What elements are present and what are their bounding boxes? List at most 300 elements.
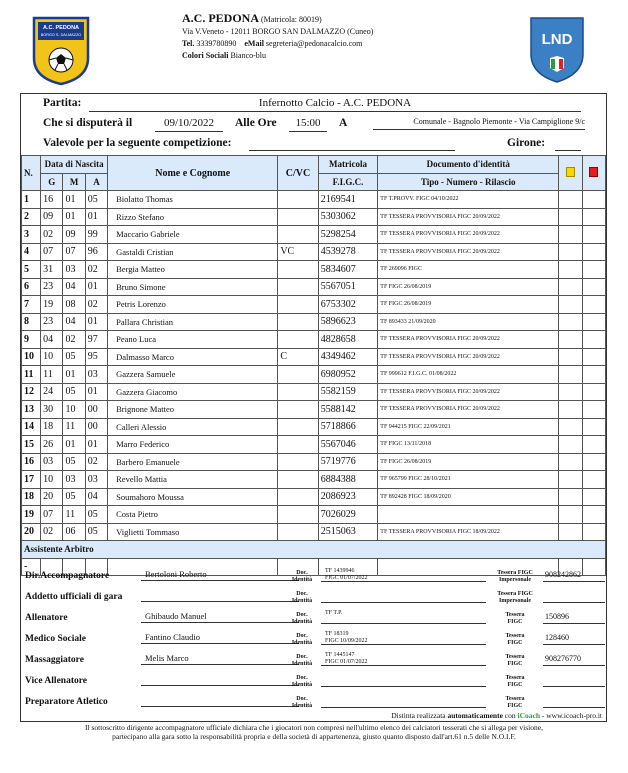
player-birth-day: 02: [41, 523, 63, 541]
red-card-cell: [582, 506, 605, 524]
red-card-cell: [582, 278, 605, 296]
player-birth-month: 05: [63, 453, 85, 471]
player-number: 14: [22, 418, 41, 436]
player-birth-month: 01: [63, 208, 85, 226]
time-label: Alle Ore: [235, 117, 277, 129]
col-red: [582, 156, 605, 191]
table-row: [22, 278, 606, 296]
player-number: 7: [22, 296, 41, 314]
player-name: Calleri Alessio: [108, 418, 278, 436]
player-matricola: 7026029: [318, 506, 378, 524]
player-document: TF TESSERA PROVVISORIA FIGC 20/09/2022: [378, 348, 559, 366]
tessera-label-2: FIGC: [507, 703, 523, 709]
club-logo: [30, 14, 92, 86]
player-name: Soumahoro Moussa: [108, 488, 278, 506]
club-info: [182, 12, 373, 62]
club-colors: Bianco-blu: [230, 51, 266, 60]
player-document: TF 892428 FIGC 18/09/2020: [378, 488, 559, 506]
red-card-cell: [582, 523, 605, 541]
doc-id-label-1: Doc.: [296, 591, 308, 597]
player-document: TF 965799 FIGC 28/10/2021: [378, 471, 559, 489]
player-birth-year: 02: [85, 296, 107, 314]
player-document: TF 944215 FIGC 22/09/2021: [378, 418, 559, 436]
player-matricola: 4539278: [318, 243, 378, 261]
player-birth-year: 03: [85, 366, 107, 384]
player-name: Rizzo Stefano: [108, 208, 278, 226]
player-captain: [278, 261, 318, 279]
player-birth-month: 09: [63, 226, 85, 244]
player-matricola: 5567051: [318, 278, 378, 296]
red-card-cell: [582, 331, 605, 349]
staff-tessera: [543, 675, 605, 687]
player-document: TF T.PROVV. FIGC 04/10/2022: [378, 191, 559, 209]
tessera-label-2: FIGC: [507, 682, 523, 688]
staff-name: Ghibaudo Manuel: [141, 611, 299, 623]
staff-doc-2: FIGC 01/07/2022: [325, 575, 368, 581]
doc-id-label-1: Doc.: [296, 654, 308, 660]
player-birth-year: 01: [85, 436, 107, 454]
yellow-card-cell: [559, 278, 582, 296]
player-birth-month: 05: [63, 348, 85, 366]
player-matricola: 6980952: [318, 366, 378, 384]
red-card-cell: [582, 243, 605, 261]
doc-id-label-2: Identità: [291, 661, 313, 667]
player-matricola: 6753302: [318, 296, 378, 314]
partita-label: Partita:: [43, 97, 82, 109]
doc-id-label-2: Identità: [291, 619, 313, 625]
player-birth-year: 05: [85, 506, 107, 524]
player-number: 6: [22, 278, 41, 296]
tessera-label: [487, 591, 543, 605]
player-birth-day: 16: [41, 191, 63, 209]
player-birth-month: 11: [63, 506, 85, 524]
players-table: [21, 155, 606, 576]
player-birth-day: 03: [41, 453, 63, 471]
player-captain: C: [278, 348, 318, 366]
player-birth-month: 02: [63, 331, 85, 349]
player-birth-year: 97: [85, 331, 107, 349]
distinta-note: [391, 711, 602, 720]
player-document: TF TESSERA PROVVISORIA FIGC 20/09/2022: [378, 208, 559, 226]
tessera-label-2: FIGC: [507, 661, 523, 667]
table-row: [22, 453, 606, 471]
yellow-card-cell: [559, 348, 582, 366]
table-row: [22, 401, 606, 419]
player-birth-day: 10: [41, 348, 63, 366]
player-matricola: 5834607: [318, 261, 378, 279]
red-card-cell: [582, 401, 605, 419]
player-birth-day: 10: [41, 471, 63, 489]
staff-doc-1: TF 18319: [325, 631, 349, 637]
player-birth-day: 31: [41, 261, 63, 279]
yellow-card-cell: [559, 261, 582, 279]
staff-doc: [321, 589, 486, 603]
player-number: 19: [22, 506, 41, 524]
staff-label: Dir.Accompagnatore: [25, 571, 110, 581]
player-birth-month: 05: [63, 488, 85, 506]
girone-value: [555, 137, 581, 151]
player-document: TF TESSERA PROVVISORIA FIGC 20/09/2022: [378, 226, 559, 244]
tessera-label-1: Tessera: [505, 654, 525, 660]
col-matricola-2: F.I.G.C.: [318, 173, 378, 191]
player-birth-day: 04: [41, 331, 63, 349]
doc-id-label: [287, 591, 317, 605]
player-matricola: 4349462: [318, 348, 378, 366]
player-number: 15: [22, 436, 41, 454]
player-document: TF FIGC 13/11/2018: [378, 436, 559, 454]
player-birth-month: 03: [63, 471, 85, 489]
table-row: [22, 488, 606, 506]
partita-value: Infernotto Calcio - A.C. PEDONA: [89, 97, 581, 112]
col-doc-1: Documento d'identità: [378, 156, 559, 174]
player-birth-month: 03: [63, 261, 85, 279]
player-name: Pallara Christian: [108, 313, 278, 331]
table-row: [22, 296, 606, 314]
player-number: 4: [22, 243, 41, 261]
player-birth-day: 07: [41, 506, 63, 524]
svg-text:LND: LND: [541, 31, 573, 48]
staff-doc: [321, 652, 486, 666]
date-value: 09/10/2022: [155, 117, 223, 132]
staff-label: Medico Sociale: [25, 634, 86, 644]
staff-doc-1: TF 1439946: [325, 568, 355, 574]
player-name: Marro Federico: [108, 436, 278, 454]
player-birth-year: 02: [85, 261, 107, 279]
staff-tessera: [543, 696, 605, 708]
col-doc-2: Tipo - Numero - Rilascio: [378, 173, 559, 191]
player-captain: [278, 331, 318, 349]
doc-id-label: [287, 633, 317, 647]
staff-doc: [321, 610, 486, 624]
red-card-cell: [582, 436, 605, 454]
player-captain: [278, 453, 318, 471]
player-document: TF 893433 21/09/2020: [378, 313, 559, 331]
player-captain: [278, 418, 318, 436]
red-card-cell: [582, 383, 605, 401]
player-captain: VC: [278, 243, 318, 261]
colors-label: Colori Sociali: [182, 51, 229, 60]
staff-doc: [321, 631, 486, 645]
player-document: [378, 506, 559, 524]
player-document: TF 269096 FIGC: [378, 261, 559, 279]
time-value: 15:00: [289, 117, 327, 132]
player-birth-day: 07: [41, 243, 63, 261]
player-birth-month: 11: [63, 418, 85, 436]
tessera-label: [487, 570, 543, 584]
player-name: Maccario Gabriele: [108, 226, 278, 244]
red-card-cell: [582, 471, 605, 489]
yellow-card-cell: [559, 296, 582, 314]
player-captain: [278, 208, 318, 226]
distinta-prefix: Distinta realizzata: [391, 711, 446, 720]
player-birth-year: 01: [85, 313, 107, 331]
player-birth-year: 95: [85, 348, 107, 366]
tessera-label-1: Tessera: [505, 612, 525, 618]
date-label: Che si disputerà il: [43, 117, 133, 129]
staff-doc-1: TF 1445147: [325, 652, 355, 658]
player-document: TF FIGC 26/08/2019: [378, 296, 559, 314]
table-row: [22, 436, 606, 454]
player-captain: [278, 296, 318, 314]
staff-name: [141, 590, 299, 602]
staff-row: [21, 651, 606, 672]
player-document: TF 999612 F.I.G.C. 01/08/2022: [378, 366, 559, 384]
player-birth-month: 01: [63, 436, 85, 454]
staff-tessera: [543, 591, 605, 603]
red-card-cell: [582, 191, 605, 209]
table-row: [22, 208, 606, 226]
red-card-cell: [582, 366, 605, 384]
icoach-brand: iCoach: [517, 711, 540, 720]
table-row: [22, 383, 606, 401]
yellow-card-cell: [559, 331, 582, 349]
staff-row: [21, 567, 606, 588]
yellow-card-cell: [559, 401, 582, 419]
assistente-n: -: [22, 558, 41, 576]
doc-id-label: [287, 696, 317, 710]
player-name: Brignone Matteo: [108, 401, 278, 419]
doc-id-label-1: Doc.: [296, 612, 308, 618]
table-row: [22, 418, 606, 436]
red-card-icon: [589, 167, 598, 177]
player-name: Bergia Matteo: [108, 261, 278, 279]
player-matricola: 5303062: [318, 208, 378, 226]
competition-label: Valevole per la seguente competizione:: [43, 137, 232, 149]
yellow-card-cell: [559, 506, 582, 524]
player-name: Gazzera Giacomo: [108, 383, 278, 401]
player-name: Gazzera Samuele: [108, 366, 278, 384]
staff-tessera: 128460: [543, 633, 605, 645]
player-birth-year: 96: [85, 243, 107, 261]
col-m: M: [63, 173, 85, 191]
player-matricola: 5582159: [318, 383, 378, 401]
col-birth: Data di Nascita: [41, 156, 108, 174]
player-birth-year: 04: [85, 488, 107, 506]
yellow-card-cell: [559, 488, 582, 506]
doc-id-label-2: Identità: [291, 577, 313, 583]
table-row: [22, 506, 606, 524]
player-birth-year: 02: [85, 453, 107, 471]
red-card-cell: [582, 453, 605, 471]
player-document: TF FIGC 26/08/2019: [378, 453, 559, 471]
player-captain: [278, 401, 318, 419]
player-birth-day: 30: [41, 401, 63, 419]
doc-id-label-1: Doc.: [296, 570, 308, 576]
doc-id-label-1: Doc.: [296, 633, 308, 639]
staff-label: Vice Allenatore: [25, 676, 87, 686]
table-row: [22, 331, 606, 349]
player-birth-day: 19: [41, 296, 63, 314]
staff-name: Bertoloni Roberto: [141, 569, 299, 581]
player-birth-month: 01: [63, 366, 85, 384]
staff-doc-2: FIGC 01/07/2022: [325, 659, 368, 665]
player-number: 10: [22, 348, 41, 366]
red-card-cell: [582, 208, 605, 226]
yellow-card-cell: [559, 453, 582, 471]
yellow-card-cell: [559, 191, 582, 209]
player-number: 5: [22, 261, 41, 279]
tessera-label-2: FIGC: [507, 619, 523, 625]
assistente-header-row: [22, 541, 606, 559]
tessera-label-1: Tessera: [505, 675, 525, 681]
player-birth-year: 03: [85, 471, 107, 489]
distinta-mid: con: [504, 711, 516, 720]
yellow-card-cell: [559, 523, 582, 541]
footer-line-2: partecipano alla gara sotto la responsabilità propria e della società di appartenenza, giusto quanto disposto dall'art.61 n.5 delle N.O.I.F.: [112, 732, 516, 741]
player-birth-day: 26: [41, 436, 63, 454]
tessera-label-1: Tessera FIGC: [497, 570, 533, 576]
player-name: Biolatto Thomas: [108, 191, 278, 209]
player-birth-day: 23: [41, 278, 63, 296]
player-birth-day: 18: [41, 418, 63, 436]
staff-doc-2: FIGC 10/09/2022: [325, 638, 368, 644]
match-sheet: [20, 93, 607, 722]
tessera-label: [491, 696, 539, 710]
player-birth-year: 99: [85, 226, 107, 244]
table-row: [22, 243, 606, 261]
player-number: 2: [22, 208, 41, 226]
red-card-cell: [582, 488, 605, 506]
player-document: TF TESSERA PROVVISORIA FIGC 20/09/2022: [378, 331, 559, 349]
doc-id-label-2: Identità: [291, 640, 313, 646]
player-name: Petris Lorenzo: [108, 296, 278, 314]
player-matricola: 5896623: [318, 313, 378, 331]
footer-line-1: Il sottoscritto dirigente accompagnatore ufficiale dichiara che i giocatori non compresi nell'ultimo elenco dei calciatori tesserati che si allega per visione,: [85, 723, 543, 732]
competition-value: [249, 137, 455, 151]
player-birth-year: 01: [85, 278, 107, 296]
assistente-label: Assistente Arbitro: [22, 541, 606, 559]
player-rows: [22, 191, 606, 541]
staff-row: [21, 672, 606, 693]
player-birth-day: 20: [41, 488, 63, 506]
doc-id-label-2: Identità: [291, 598, 313, 604]
player-matricola: 5567046: [318, 436, 378, 454]
staff-name: Fantino Claudio: [141, 632, 299, 644]
yellow-card-cell: [559, 366, 582, 384]
tessera-label-1: Tessera FIGC: [497, 591, 533, 597]
tessera-label: [491, 675, 539, 689]
player-birth-year: 05: [85, 191, 107, 209]
player-captain: [278, 436, 318, 454]
player-number: 8: [22, 313, 41, 331]
footer-note: [0, 723, 628, 741]
yellow-card-cell: [559, 208, 582, 226]
col-name: Nome e Cognome: [108, 156, 278, 191]
distinta-suffix: - www.icoach-pro.it: [541, 711, 602, 720]
svg-text:BORGO S. DALMAZZO: BORGO S. DALMAZZO: [40, 33, 82, 37]
player-number: 12: [22, 383, 41, 401]
table-header-row: [22, 156, 606, 174]
player-number: 1: [22, 191, 41, 209]
player-birth-year: 01: [85, 383, 107, 401]
player-matricola: 5719776: [318, 453, 378, 471]
player-matricola: 6884388: [318, 471, 378, 489]
player-birth-day: 23: [41, 313, 63, 331]
player-birth-year: 00: [85, 401, 107, 419]
yellow-card-cell: [559, 313, 582, 331]
table-row: [22, 471, 606, 489]
red-card-cell: [582, 226, 605, 244]
staff-tessera: 908242862: [543, 570, 605, 582]
player-matricola: 2169541: [318, 191, 378, 209]
player-birth-month: 01: [63, 191, 85, 209]
player-captain: [278, 226, 318, 244]
col-cvc: C/VC: [278, 156, 318, 191]
tessera-label-1: Tessera: [505, 696, 525, 702]
player-name: Gastaldi Cristian: [108, 243, 278, 261]
staff-label: Massaggiatore: [25, 655, 84, 665]
player-number: 9: [22, 331, 41, 349]
player-number: 13: [22, 401, 41, 419]
tessera-label: [491, 633, 539, 647]
player-matricola: 5588142: [318, 401, 378, 419]
player-matricola: 2515063: [318, 523, 378, 541]
red-card-cell: [582, 313, 605, 331]
red-card-cell: [582, 348, 605, 366]
player-birth-year: 05: [85, 523, 107, 541]
doc-id-label: [287, 654, 317, 668]
player-document: TF TESSERA PROVVISORIA FIGC 18/09/2022: [378, 523, 559, 541]
player-matricola: 2086923: [318, 488, 378, 506]
player-birth-year: 01: [85, 208, 107, 226]
player-captain: [278, 313, 318, 331]
player-name: Costa Pietro: [108, 506, 278, 524]
lnd-logo: [527, 14, 587, 84]
staff-label: Allenatore: [25, 613, 68, 623]
player-captain: [278, 191, 318, 209]
staff-doc-1: TF T.P.: [325, 610, 343, 616]
col-a: A: [85, 173, 107, 191]
staff-name: Melis Marco: [141, 653, 299, 665]
yellow-card-cell: [559, 226, 582, 244]
staff-name: [141, 695, 299, 707]
staff-label: Addetto ufficiali di gara: [25, 592, 123, 602]
player-captain: [278, 488, 318, 506]
doc-id-label-2: Identità: [291, 703, 313, 709]
player-captain: [278, 471, 318, 489]
doc-id-label-2: Identità: [291, 682, 313, 688]
tessera-label-1: Tessera: [505, 633, 525, 639]
red-card-cell: [582, 418, 605, 436]
girone-label: Girone:: [507, 137, 546, 149]
doc-id-label-1: Doc.: [296, 696, 308, 702]
table-row: [22, 261, 606, 279]
staff-name: [141, 674, 299, 686]
staff-row: [21, 588, 606, 609]
player-birth-month: 10: [63, 401, 85, 419]
col-yellow: [559, 156, 582, 191]
player-document: TF TESSERA PROVVISORIA FIGC 20/09/2022: [378, 243, 559, 261]
player-number: 20: [22, 523, 41, 541]
player-number: 17: [22, 471, 41, 489]
red-card-cell: [582, 296, 605, 314]
table-row: [22, 366, 606, 384]
club-name: A.C. PEDONA: [182, 11, 259, 25]
table-row: [22, 191, 606, 209]
tessera-label-2: FIGC: [507, 640, 523, 646]
player-document: TF FIGC 26/08/2019: [378, 278, 559, 296]
tessera-label-2: Impersonale: [499, 598, 531, 604]
table-row: [22, 226, 606, 244]
player-birth-year: 00: [85, 418, 107, 436]
player-name: Barbero Emanuele: [108, 453, 278, 471]
player-captain: [278, 523, 318, 541]
player-document: TF TESSERA PROVVISORIA FIGC 20/09/2022: [378, 401, 559, 419]
player-birth-day: 09: [41, 208, 63, 226]
yellow-card-cell: [559, 418, 582, 436]
player-name: Bruno Simone: [108, 278, 278, 296]
player-name: Dalmasso Marco: [108, 348, 278, 366]
